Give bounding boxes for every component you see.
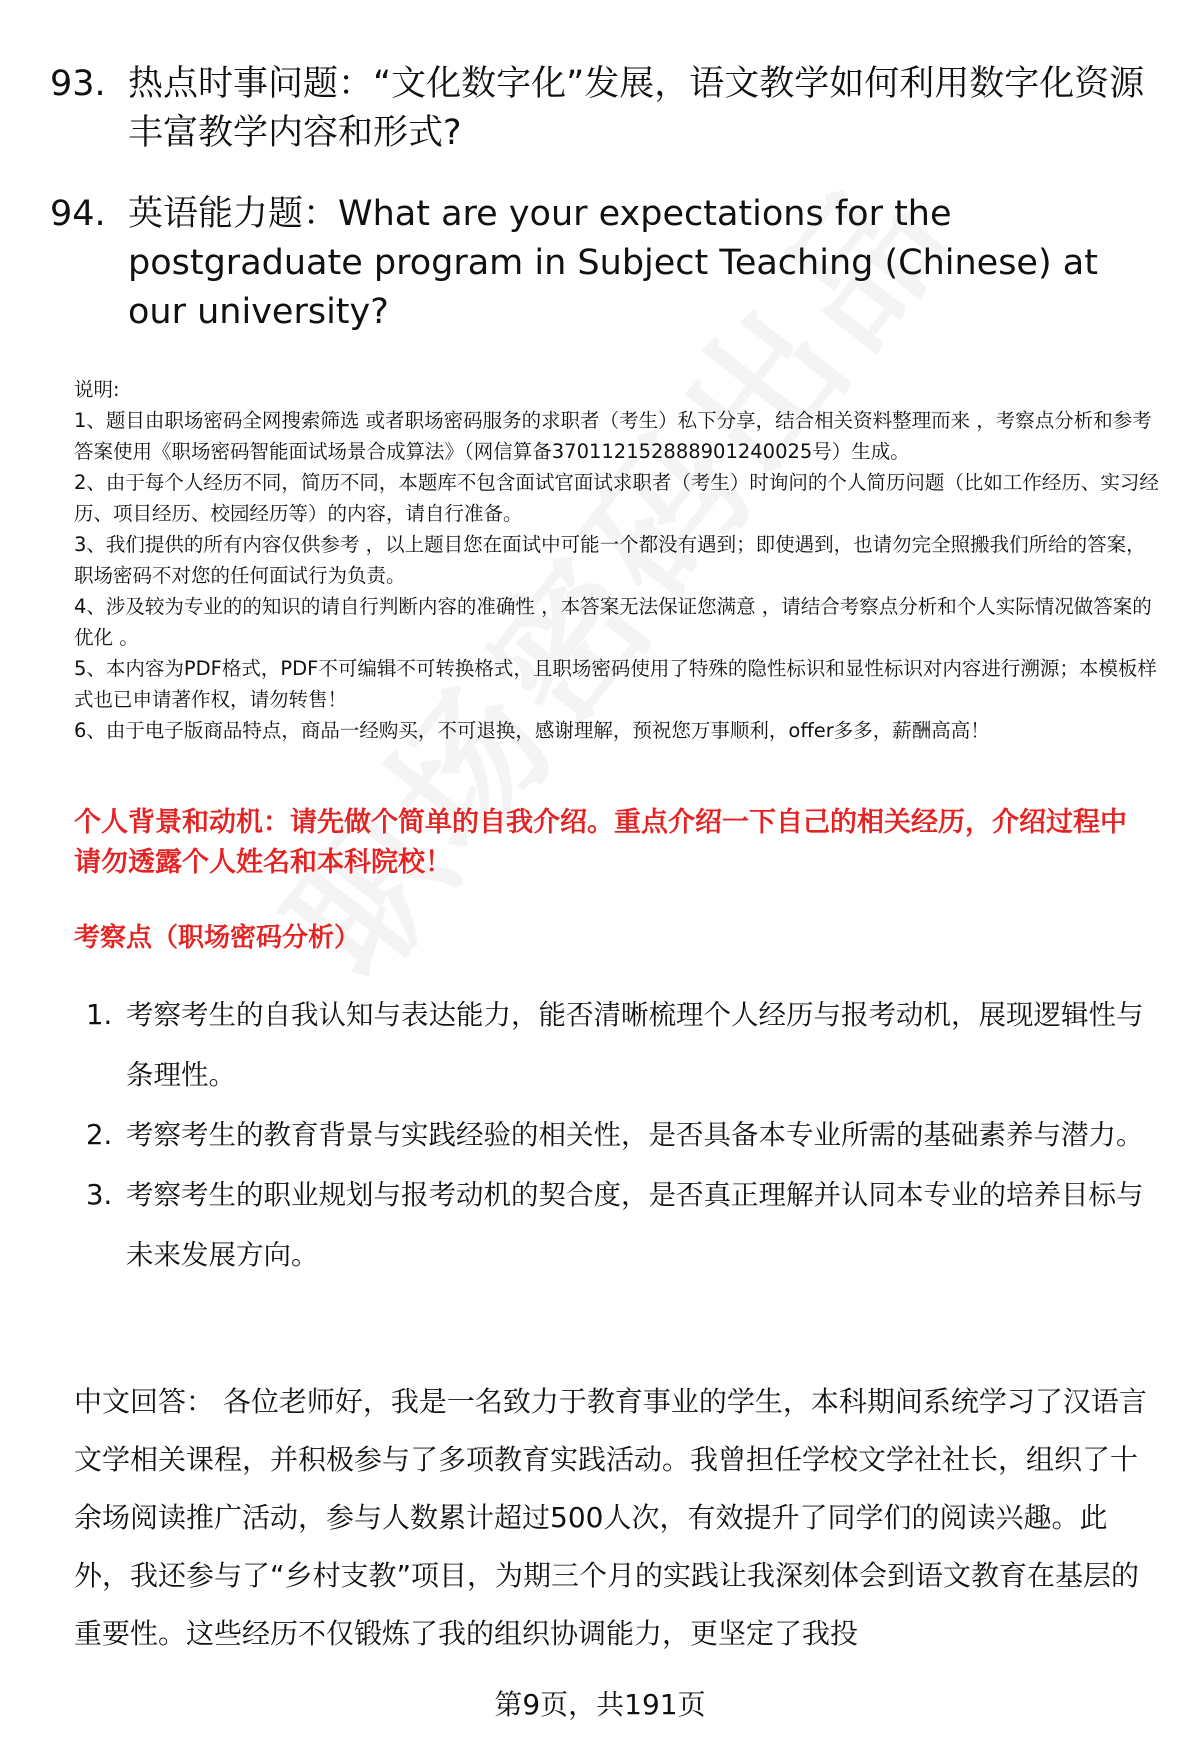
note-item: 4、涉及较为专业的的知识的请自行判断内容的准确性 ，本答案无法保证您满意 ，请结合考察点分析和个人实际情况做答案的优化 。 bbox=[74, 595, 1152, 649]
analysis-point bbox=[74, 1105, 1150, 1165]
chinese-answer: 中文回答： 各位老师好，我是一名致力于教育事业的学生，本科期间系统学习了汉语言文学相关课程，并积极参与了多项教育实践活动。我曾担任学校文学社社长，组织了十余场阅读推广活动，参与人数累计超过500人次，有效提升了同学们的阅读兴趣。此外，我还参与了“乡村支教”项目，为期三个月的实践让我深刻体会到语文教育在基层的重要性。这些经历不仅锻炼了我的组织协调能力，更坚定了我投 bbox=[74, 1385, 1147, 1650]
analysis-title: 考察点（职场密码分析） bbox=[74, 923, 361, 953]
background-question: 个人背景和动机：请先做个简单的自我介绍。重点介绍一下自己的相关经历，介绍过程中请勿透露个人姓名和本科院校！ bbox=[74, 807, 1127, 878]
point-number: 3. bbox=[86, 1179, 113, 1211]
page-footer: 第9页，共191页 bbox=[494, 1688, 706, 1721]
question-number: 94. bbox=[50, 194, 106, 234]
note-item: 5、本内容为PDF格式，PDF不可编辑不可转换格式，且职场密码使用了特殊的隐性标识和显性标识对内容进行溯源；本模板样式也已申请著作权，请勿转售！ bbox=[74, 657, 1157, 711]
question-text: 热点时事问题：“文化数字化”发展，语文教学如何利用数字化资源丰富教学内容和形式? bbox=[128, 64, 1145, 153]
point-number: 2. bbox=[86, 1119, 113, 1151]
question-94 bbox=[50, 190, 1152, 337]
point-number: 1. bbox=[86, 999, 113, 1031]
notes-section bbox=[74, 374, 1160, 746]
note-item: 3、我们提供的所有内容仅供参考 ，以上题目您在面试中可能一个都没有遇到；即使遇到，也请勿完全照搬我们所给的答案，职场密码不对您的任何面试行为负责。 bbox=[74, 533, 1146, 587]
analysis-points bbox=[74, 985, 1150, 1285]
note-item: 1、题目由职场密码全网搜索筛选 或者职场密码服务的求职者（考生）私下分享，结合相关资料整理而来 ，考察点分析和参考答案使用《职场密码智能面试场景合成算法》（网信算备370112152888901240025号）生成。 bbox=[74, 409, 1152, 463]
notes-title: 说明: bbox=[74, 378, 120, 401]
question-93 bbox=[50, 60, 1152, 158]
question-text: 英语能力题：What are your expectations for the postgraduate program in Subject Teaching (Chinese) at our university? bbox=[128, 194, 1098, 332]
note-item: 2、由于每个人经历不同，简历不同，本题库不包含面试官面试求职者（考生）时询问的个人简历问题（比如工作经历、实习经历、项目经历、校园经历等）的内容，请自行准备。 bbox=[74, 471, 1159, 525]
analysis-point bbox=[74, 985, 1150, 1105]
point-text: 考察考生的职业规划与报考动机的契合度，是否真正理解并认同本专业的培养目标与未来发展方向。 bbox=[126, 1179, 1144, 1271]
note-item: 6、由于电子版商品特点，商品一经购买，不可退换，感谢理解，预祝您万事顺利，offer多多，薪酬高高！ bbox=[74, 719, 990, 742]
question-number: 93. bbox=[50, 64, 106, 104]
analysis-point bbox=[74, 1165, 1150, 1285]
point-text: 考察考生的教育背景与实践经验的相关性，是否具备本专业所需的基础素养与潜力。 bbox=[126, 1119, 1144, 1151]
point-text: 考察考生的自我认知与表达能力，能否清晰梳理个人经历与报考动机，展现逻辑性与条理性。 bbox=[126, 999, 1144, 1091]
